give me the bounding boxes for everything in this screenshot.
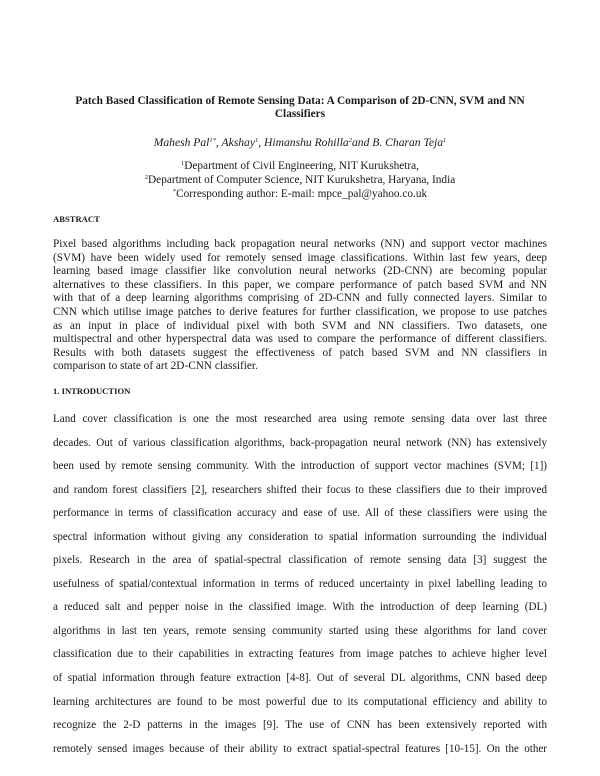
- author-separator: ,: [215, 136, 222, 149]
- paper-title-line: Patch Based Classification of Remote Sensing Data: A Comparison of 2D-CNN, SVM and NN: [75, 95, 525, 107]
- text-line: remotely sensed images because of their ability to extract spatial-spectral features [10-15]. On the other: [53, 742, 547, 755]
- affiliation-mark: 1*: [209, 137, 216, 144]
- text-line: multispectral and other hyperspectral data was used to compare the performance of different classifiers.: [53, 333, 547, 346]
- text-line: classification due to their capabilities in extracting features from image patches to achieve higher level: [53, 648, 547, 661]
- affiliation-civil-engineering: [53, 160, 547, 173]
- affiliation-mark: 2: [144, 174, 149, 181]
- affiliation-mark: *: [172, 188, 177, 195]
- author-separator: and: [351, 136, 373, 149]
- paper-title: [53, 95, 547, 121]
- author-separator: ,: [258, 136, 265, 149]
- text-line: usefulness of spatial/contextual information in terms of reduced uncertainty in pixel labelling leading to: [53, 577, 547, 590]
- text-line: (SVM) have been widely used for remotely sensed image classifications. Within last few years, deep: [53, 251, 547, 264]
- text-line: algorithms in last ten years, remote sensing community started using these algorithms for land cover: [53, 624, 547, 637]
- text-line: alternatives to these classifiers. In this paper, we compare performance of patch based SVM and NN: [53, 278, 547, 291]
- corresponding-author: [53, 188, 547, 201]
- affiliation-mark: 1: [180, 160, 185, 167]
- text-line: with that of a deep learning algorithms comprising of 2D-CNN and fully connected layers. Similar to: [53, 292, 547, 305]
- abstract-body: [53, 238, 547, 374]
- text-line: been used by remote sensing community. With the introduction of support vector machines (SVM; [1]): [53, 460, 547, 473]
- text-line: decades. Out of various classification algorithms, back-propagation neural network (NN) has extensively: [53, 436, 547, 449]
- author-list: [53, 136, 547, 150]
- abstract-heading: ABSTRACT: [53, 214, 100, 224]
- author-name: Mahesh Pal: [153, 136, 210, 149]
- author-name: Himanshu Rohilla: [264, 136, 349, 149]
- text-line: pixels. Research in the area of spatial-spectral classification of remote sensing data [3] suggest the: [53, 554, 547, 567]
- text-line: Results with both datasets suggest the effectiveness of patch based SVM and NN classifiers in: [53, 346, 547, 359]
- introduction-body: [53, 408, 547, 761]
- text-line: of spatial information through feature extraction [4-8]. Out of several DL algorithms, CNN based deep: [53, 672, 547, 685]
- text-line: learning based image classifier like convolution neural networks (2D-CNN) are becoming popular: [53, 265, 547, 278]
- affiliation-computer-science: [53, 174, 547, 187]
- text-line: comparison to state of art 2D-CNN classifier.: [53, 360, 258, 373]
- text-line: a reduced salt and pepper noise in the classified image. With the introduction of deep learning (DL): [53, 601, 547, 614]
- affiliation-mark: 1: [443, 137, 447, 144]
- text-line: spectral information without giving any consideration to spatial information surrounding the individual: [53, 530, 547, 543]
- affiliation-mark: 2: [348, 137, 352, 144]
- paper-title-line: Classifiers: [274, 108, 326, 120]
- text-line: learning architectures are found to be most powerful due to its computational efficiency and ability to: [53, 695, 547, 708]
- introduction-heading: 1. INTRODUCTION: [53, 386, 131, 396]
- affiliation-text: Department of Civil Engineering, NIT Kurukshetra,: [184, 160, 420, 172]
- text-line: performance in terms of classification accuracy and ease of use. All of these classifiers were using the: [53, 507, 547, 520]
- affiliation-mark: 1: [254, 137, 259, 144]
- text-line: and random forest classifiers [2], researchers shifted their focus to these classifiers due to their improved: [53, 483, 547, 496]
- text-line: Land cover classification is one the most researched area using remote sensing data over last three: [53, 413, 547, 425]
- author-name: B. Charan Teja: [372, 136, 444, 149]
- text-line: Pixel based algorithms including back propagation neural networks (NN) and support vector machines: [53, 238, 547, 250]
- text-line: CNN which utilise image patches to derive features for further classification, we propose to use patches: [53, 305, 547, 318]
- affiliation-text: Department of Computer Science, NIT Kurukshetra, Haryana, India: [148, 174, 456, 186]
- author-name: Akshay: [221, 136, 255, 149]
- text-line: as an input in place of individual pixel with both SVM and NN classifiers. Two datasets, one: [53, 319, 547, 332]
- text-line: recognize the 2-D patterns in the images [9]. The use of CNN has been extensively reported with: [53, 719, 547, 732]
- corresponding-author-text: Corresponding author: E-mail: mpce_pal@yahoo.co.uk: [176, 188, 428, 200]
